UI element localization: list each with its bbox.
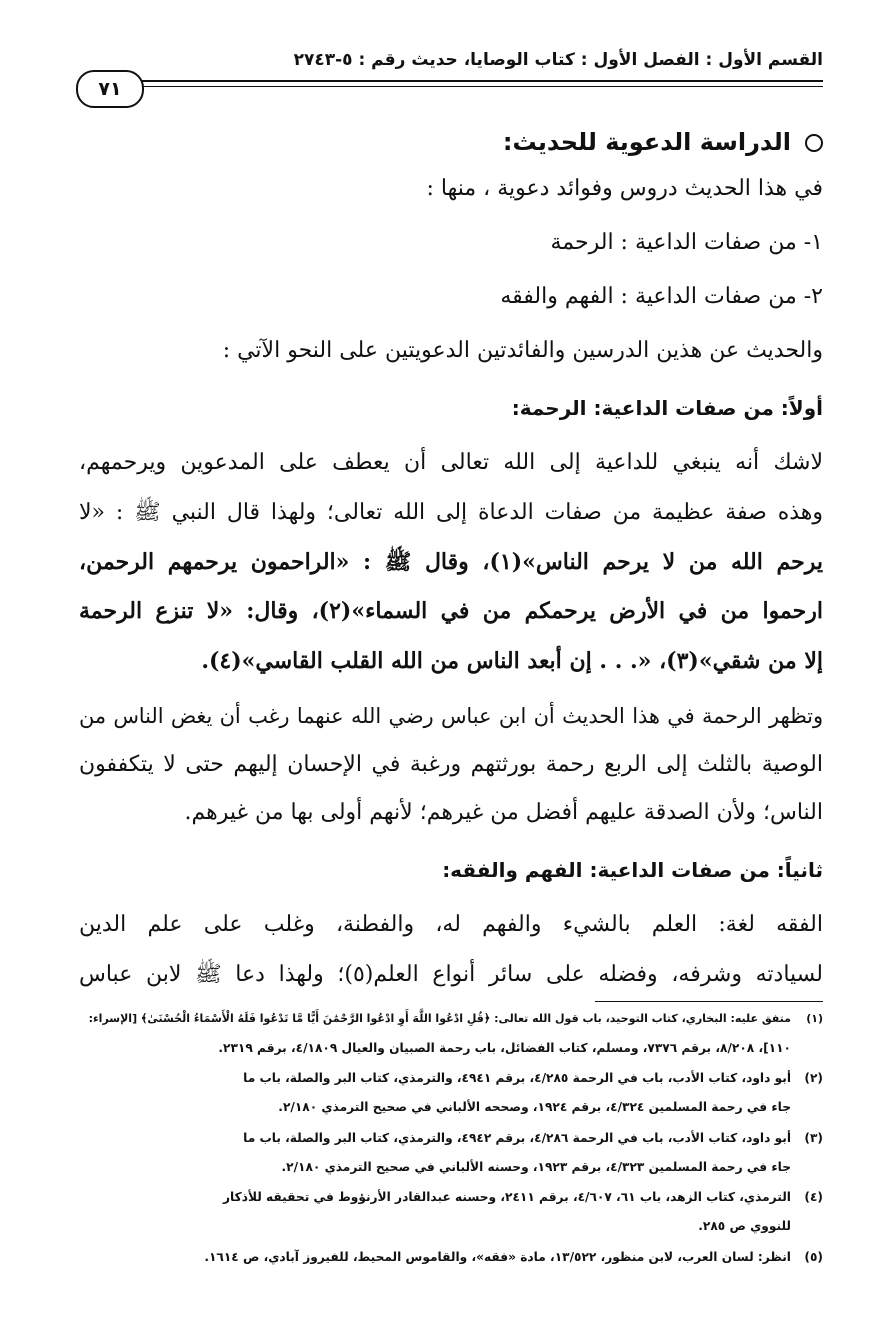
list-item-2: ٢- من صفات الداعية : الفهم والفقه <box>500 284 823 309</box>
footnote-2-line-1: (٢)أبو داود، كتاب الأدب، باب في الرحمة ٤/٢٨٥، برقم ٤٩٤١، والترمذي، كتاب البر والصلة، باب ما <box>243 1071 823 1085</box>
circle-bullet-icon <box>805 134 823 152</box>
footnote-4-line-2: للنووي ص ٢٨٥. <box>698 1219 791 1233</box>
paragraph-1-line-4: ارحموا من في الأرض يرحمكم من في السماء»(٢)، وقال: «لا تنزع الرحمة <box>79 598 823 624</box>
paragraph-3-line-1: الفقه لغة: العلم بالشيء والفهم له، والفطنة، وغلب على علم الدين <box>79 912 823 937</box>
section-title-text: الدراسة الدعوية للحديث: <box>502 128 791 156</box>
intro-line: في هذا الحديث دروس وفوائد دعوية ، منها : <box>426 176 823 201</box>
heading-mercy: أولاً: من صفات الداعية: الرحمة: <box>511 396 823 420</box>
paragraph-2-line-3: الناس؛ ولأن الصدقة عليهم أفضل من غيرهم؛ لأنهم أولى بها من غيرهم. <box>184 800 823 825</box>
paragraph-1-line-5: إلا من شقي»(٣)، «. . . إن أبعد الناس من الله القلب القاسي»(٤). <box>201 648 823 674</box>
header-rule <box>140 80 823 87</box>
paragraph-2-line-1: وتظهر الرحمة في هذا الحديث أن ابن عباس رضي الله عنهما رغب أن يغض الناس من <box>79 704 823 728</box>
footnote-separator <box>595 1001 823 1002</box>
footnote-2-line-2: جاء في رحمة المسلمين ٤/٣٢٤، برقم ١٩٢٤، وصححه الألباني في صحيح الترمذي ٢/١٨٠. <box>278 1100 791 1114</box>
transition-line: والحديث عن هذين الدرسين والفائدتين الدعويتين على النحو الآتي : <box>222 338 823 363</box>
paragraph-1-line-3: يرحم الله من لا يرحم الناس»(١)، وقال ﷺ : «الراحمون يرحمهم الرحمن، <box>79 549 823 575</box>
page-number: ٧١ <box>76 70 144 108</box>
footnote-1-line-2: ١١٠]، ٨/٢٠٨، برقم ٧٣٧٦، ومسلم، كتاب الفضائل، باب رحمة الصبيان والعيال ٤/١٨٠٩، برقم ٢٣١٩. <box>218 1041 791 1055</box>
paragraph-1-line-2: وهذه صفة عظيمة من صفات الدعاة إلى الله تعالى؛ ولهذا قال النبي ﷺ : «لا <box>79 500 823 525</box>
footnote-3-line-2: جاء في رحمة المسلمين ٤/٣٢٣، برقم ١٩٢٣، وحسنه الألباني في صحيح الترمذي ٢/١٨٠. <box>281 1160 791 1174</box>
footnote-3-line-1: (٣)أبو داود، كتاب الأدب، باب في الرحمة ٤/٢٨٦، برقم ٤٩٤٢، والترمذي، كتاب البر والصلة، باب ما <box>243 1131 823 1145</box>
heading-understanding: ثانياً: من صفات الداعية: الفهم والفقه: <box>442 858 823 882</box>
section-title <box>83 128 823 156</box>
footnote-5-line-1: (٥)انظر: لسان العرب، لابن منظور، ١٣/٥٢٢، مادة «فقه»، والقاموس المحيط، للفيروز آبادي، ص ١٦١٤. <box>204 1250 823 1264</box>
running-head: القسم الأول : الفصل الأول : كتاب الوصايا، حديث رقم : ٥-٢٧٤٣ <box>293 50 823 70</box>
list-item-1: ١- من صفات الداعية : الرحمة <box>550 230 823 255</box>
footnote-4-line-1: (٤)الترمذي، كتاب الزهد، باب ٦١، ٤/٦٠٧، برقم ٢٤١١، وحسنه عبدالقادر الأرنؤوط في تحقيقه للأذكار <box>223 1190 823 1204</box>
paragraph-1-line-1: لاشك أنه ينبغي للداعية إلى الله تعالى أن يعطف على المدعوين ويرحمهم، <box>79 450 823 475</box>
paragraph-2-line-2: الوصية بالثلث إلى الربع رحمة بورثتهم ورغبة في الإحسان إليهم حتى لا يتكففون <box>79 752 823 777</box>
footnote-1-line-1: (١)متفق عليه: البخاري، كتاب التوحيد، باب قول الله تعالى: ﴿قُلِ ادْعُوا اللَّهَ أَوِ ادْعُوا الرَّحْمَٰنَ أَيًّا مَّا تَدْعُوا فَلَهُ الْأَسْمَاءُ الْحُسْنَىٰ﴾ [الإسراء: <box>88 1012 823 1025</box>
paragraph-3-line-2: لسيادته وشرفه، وفضله على سائر أنواع العلم(٥)؛ ولهذا دعا ﷺ لابن عباس <box>79 962 823 987</box>
